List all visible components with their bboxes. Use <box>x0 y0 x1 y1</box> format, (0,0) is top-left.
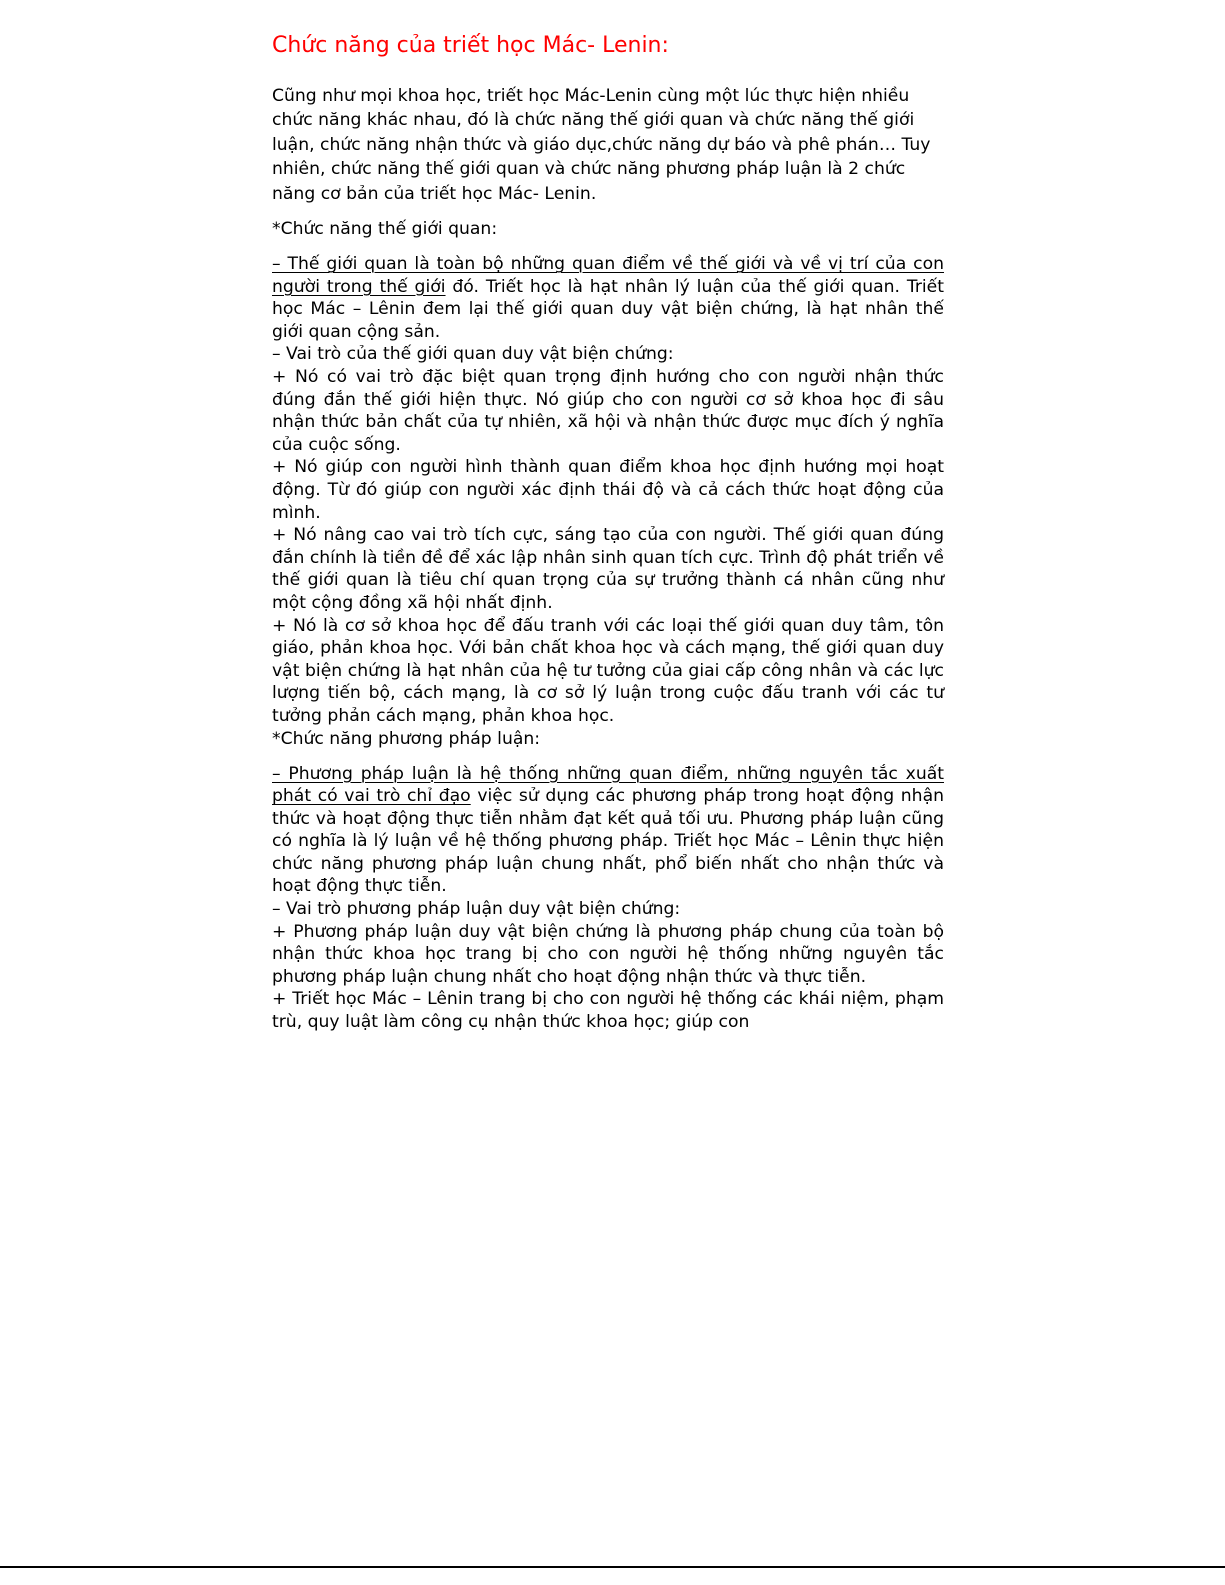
methodology-role-heading: – Vai trò phương pháp luận duy vật biện chứng: <box>272 899 681 920</box>
worldview-point: + Nó nâng cao vai trò tích cực, sáng tạo của con người. Thế giới quan đúng đắn chính là tiền đề để xác lập nhân sinh quan tích cực. Trình độ phát triển về thế giới quan là tiêu chí quan trọng của sự trưởng thành cá nhân cũng như một cộng đồng xã hội nhất định. <box>272 525 944 613</box>
document-title: Chức năng của triết học Mác- Lenin: <box>272 33 669 58</box>
methodology-definition-rest: việc sử dụng các phương pháp trong hoạt động nhận thức và hoạt động thực tiễn nhằm đạt kết quả tối ưu. Phương pháp luận cũng có nghĩa là lý luận về hệ thống phương pháp. Triết học Mác – Lênin thực hiện chức năng phương pháp luận chung nhất, phổ biến nhất cho nhận thức và hoạt động thực tiễn. <box>272 786 945 897</box>
methodology-definition <box>272 763 944 899</box>
page-bottom-divider <box>0 1566 1225 1568</box>
methodology-point: + Triết học Mác – Lênin trang bị cho con người hệ thống các khái niệm, phạm trù, quy luật làm công cụ nhận thức khoa học; giúp con <box>272 989 944 1033</box>
worldview-point: + Nó có vai trò đặc biệt quan trọng định hướng cho con người nhận thức đúng đắn thế giới hiện thực. Nó giúp cho con người cơ sở khoa học đi sâu nhận thức bản chất của tự nhiên, xã hội và nhận thức được mục đích ý nghĩa của cuộc sống. <box>272 367 944 455</box>
methodology-section-body <box>272 763 944 1034</box>
worldview-definition-underlined: – Thế giới quan là toàn bộ những quan điểm về thế giới và về vị trí của con người trong thế giới <box>272 254 944 297</box>
section-heading-methodology: *Chức năng phương pháp luận: <box>272 728 541 749</box>
section-heading-worldview: *Chức năng thế giới quan: <box>272 219 498 240</box>
document-body <box>272 84 944 1034</box>
worldview-role-heading: – Vai trò của thế giới quan duy vật biện chứng: <box>272 344 674 365</box>
worldview-point: + Nó giúp con người hình thành quan điểm khoa học định hướng mọi hoạt động. Từ đó giúp con người xác định thái độ và cả cách thức hoạt động của mình. <box>272 457 944 523</box>
methodology-point: + Phương pháp luận duy vật biện chứng là phương pháp chung của toàn bộ nhận thức khoa học trang bị cho con người hệ thống những nguyên tắc phương pháp luận chung nhất cho hoạt động nhận thức và thực tiễn. <box>272 921 944 987</box>
worldview-definition-rest: đó. Triết học là hạt nhân lý luận của thế giới quan. Triết học Mác – Lênin đem lại thế giới quan duy vật biện chứng, là hạt nhân thế giới quan cộng sản. <box>272 276 944 342</box>
methodology-definition-underlined: – Phương pháp luận là hệ thống những quan điểm, những nguyên tắc xuất phát có vai trò chỉ đạo <box>272 763 944 807</box>
worldview-definition <box>272 253 944 343</box>
intro-paragraph: Cũng như mọi khoa học, triết học Mác-Lenin cùng một lúc thực hiện nhiều chức năng khác nhau, đó là chức năng thế giới quan và chức năng thế giới luận, chức năng nhận thức và giáo dục,chức năng dự báo và phê phán… Tuy nhiên, chức năng thế giới quan và chức năng phương pháp luận là 2 chức năng cơ bản của triết học Mác- Lenin. <box>272 86 931 204</box>
worldview-section-body <box>272 253 944 727</box>
worldview-point: + Nó là cơ sở khoa học để đấu tranh với các loại thế giới quan duy tâm, tôn giáo, phản khoa học. Với bản chất khoa học và cách mạng, thế giới quan duy vật biện chứng là hạt nhân của hệ tư tưởng của giai cấp công nhân và các lực lượng tiến bộ, cách mạng, là cơ sở lý luận trong cuộc đấu tranh với các tư tưởng phản cách mạng, phản khoa học. <box>272 615 944 726</box>
